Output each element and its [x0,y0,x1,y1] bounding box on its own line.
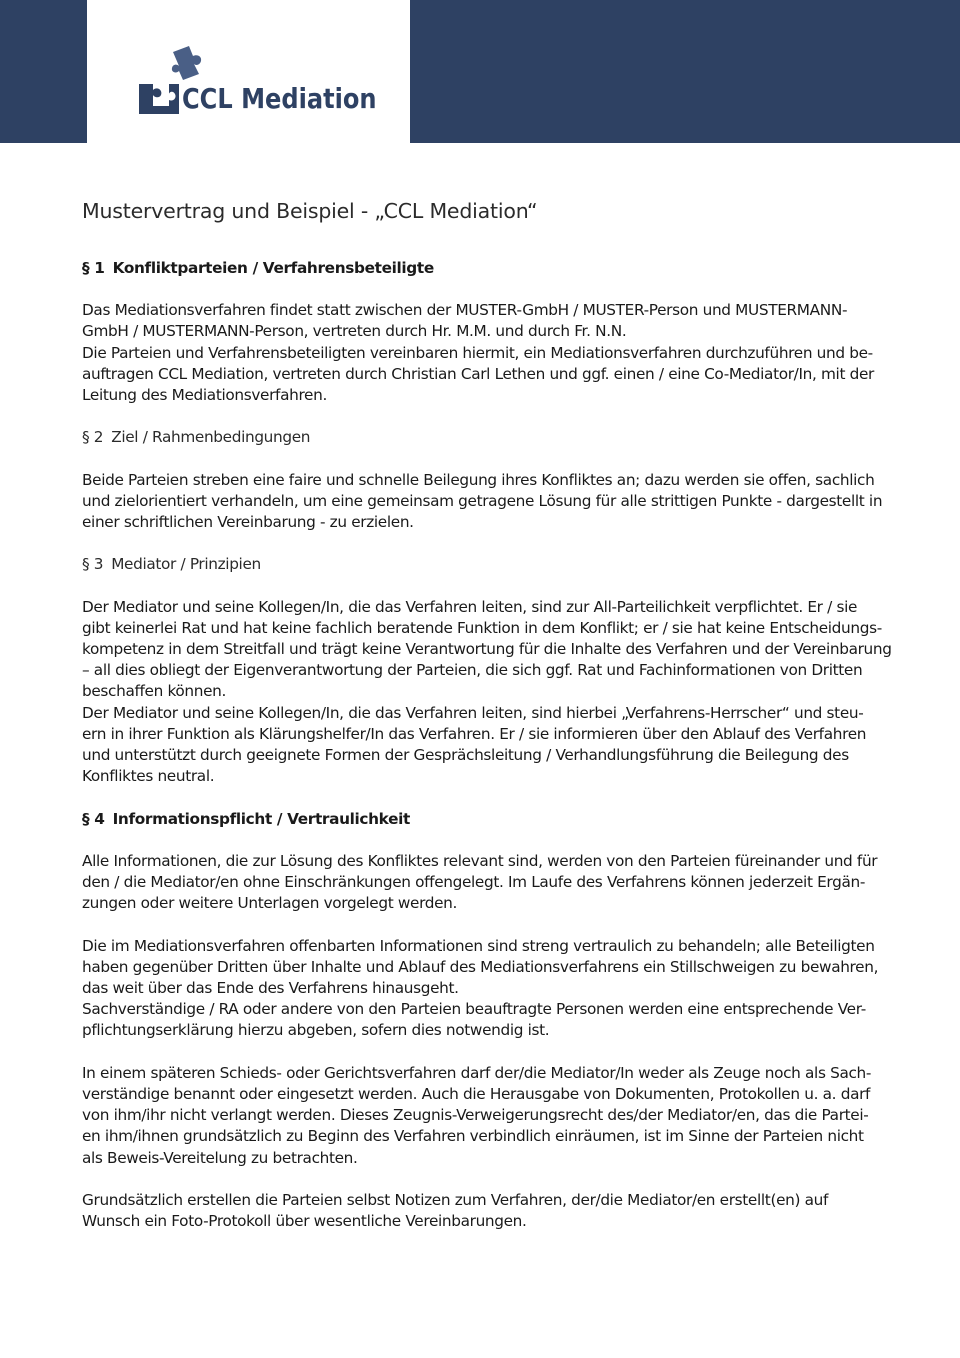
contract-body [82,258,912,1254]
text-line: haben gegenüber Dritten über Inhalte und Ablauf des Mediationsverfahrens ein Stillschweigen zu bewahren, [82,957,879,976]
text-line: verständige benannt oder eingesetzt werden. Auch die Herausgabe von Dokumenten, Protokollen u. a. darf [82,1085,871,1104]
header-band-right [410,0,960,143]
text-line: kompetenz in dem Streitfall und trägt keine Verantwortung für die Inhalte des Verfahren und der Vereinbarung [82,640,892,659]
text-line: Sachverständige / RA oder andere von den Parteien beauftragte Personen werden eine entsprechende Ver- [82,1000,866,1019]
text-line: beschaffen können. [82,682,227,701]
text-line: Konfliktes neutral. [82,767,215,786]
text-line: GmbH / MUSTERMANN-Person, vertreten durch Hr. M.M. und durch Fr. N.N. [82,322,627,341]
section-heading-text: Konfliktparteien / Verfahrensbeteiligte [112,259,434,277]
text-line: auftragen CCL Mediation, vertreten durch Christian Carl Lethen und ggf. einen / eine Co-Mediator/In, mit der [82,364,874,383]
paragraph [82,470,912,534]
section-heading-4 [82,809,912,830]
section-heading-text: Mediator / Prinzipien [111,555,261,574]
text-line: pflichtungserklärung hierzu abgeben, sofern dies notwendig ist. [82,1021,550,1040]
text-line: Der Mediator und seine Kollegen/In, die das Verfahren leiten, sind hierbei „Verfahrens-Herrscher“ und steu- [82,703,864,722]
text-line: en ihm/ihnen grundsätzlich zu Beginn des Verfahren verbindlich einräumen, ist im Sinne der Parteien nicht [82,1127,864,1146]
section-number: § 2 [82,428,104,447]
section-number: § 1 [82,259,105,277]
text-line: gibt keinerlei Rat und hat keine fachlich beratende Funktion in dem Konflikt; er / sie hat keine Entscheidungs- [82,618,882,637]
text-line: In einem späteren Schieds- oder Gerichtsverfahren darf der/die Mediator/In weder als Zeuge noch als Sach- [82,1063,872,1082]
paragraph [82,1190,912,1232]
section-number: § 3 [82,555,104,574]
text-line: Wunsch ein Foto-Protokoll über wesentliche Vereinbarungen. [82,1212,527,1231]
text-line: Die im Mediationsverfahren offenbarten Informationen sind streng vertraulich zu behandeln; alle Beteiligten [82,936,875,955]
section-heading-text: Informationspflicht / Vertraulichkeit [112,809,410,828]
paragraph [82,597,912,788]
text-line: Die Parteien und Verfahrensbeteiligten vereinbaren hiermit, ein Mediationsverfahren durchzuführen und be- [82,343,873,362]
text-line: als Beweis-Vereitelung zu betrachten. [82,1148,358,1167]
text-line: und unterstützt durch geeignete Formen der Gesprächsleitung / Verhandlungsführung die Beilegung des [82,746,849,765]
paragraph [82,1063,912,1169]
header-band-left [0,0,87,143]
document-title: Mustervertrag und Beispiel - „CCL Mediation“ [82,199,538,223]
section-heading-3 [82,554,912,575]
text-line: – all dies obliegt der Eigenverantwortung der Parteien, die sich ggf. Rat und Fachinformationen von Dritten [82,661,863,680]
paragraph [82,851,912,915]
paragraph [82,300,912,406]
section-heading-text: Ziel / Rahmenbedingungen [111,428,311,447]
text-line: Beide Parteien streben eine faire und schnelle Beilegung ihres Konfliktes an; dazu werden sie offen, sachlich [82,470,875,489]
text-line: Der Mediator und seine Kollegen/In, die das Verfahren leiten, sind zur All-Parteilichkeit verpflichtet. Er / sie [82,597,858,616]
section-number: § 4 [82,809,105,828]
paragraph [82,936,912,1042]
section-heading-1 [82,258,912,279]
text-line: Alle Informationen, die zur Lösung des Konfliktes relevant sind, werden von den Parteien füreinander und für [82,851,878,870]
text-line: einer schriftlichen Vereinbarung - zu erzielen. [82,513,414,532]
logo-text: CCL Mediation [182,82,377,115]
text-line: von ihm/ihr nicht verlangt werden. Dieses Zeugnis-Verweigerungsrecht des/der Mediator/en, das die Partei- [82,1106,869,1125]
text-line: den / die Mediator/en ohne Einschränkungen offengelegt. Im Laufe des Verfahrens können jederzeit Ergän- [82,873,865,892]
text-line: das weit über das Ende des Verfahrens hinausgeht. [82,979,459,998]
text-line: Leitung des Mediationsverfahren. [82,386,327,405]
text-line: Das Mediationsverfahren findet statt zwischen der MUSTER-GmbH / MUSTER-Person und MUSTERMANN- [82,301,848,320]
section-heading-2 [82,427,912,448]
text-line: Grundsätzlich erstellen die Parteien selbst Notizen zum Verfahren, der/die Mediator/en erstellt(en) auf [82,1191,829,1210]
text-line: und zielorientiert verhandeln, um eine gemeinsam getragene Lösung für alle strittigen Punkte - dargestellt in [82,491,883,510]
text-line: zungen oder weitere Unterlagen vorgelegt werden. [82,894,458,913]
text-line: ern in ihrer Funktion als Klärungshelfer/In das Verfahren. Er / sie informieren über den Ablauf des Verfahren [82,724,867,743]
